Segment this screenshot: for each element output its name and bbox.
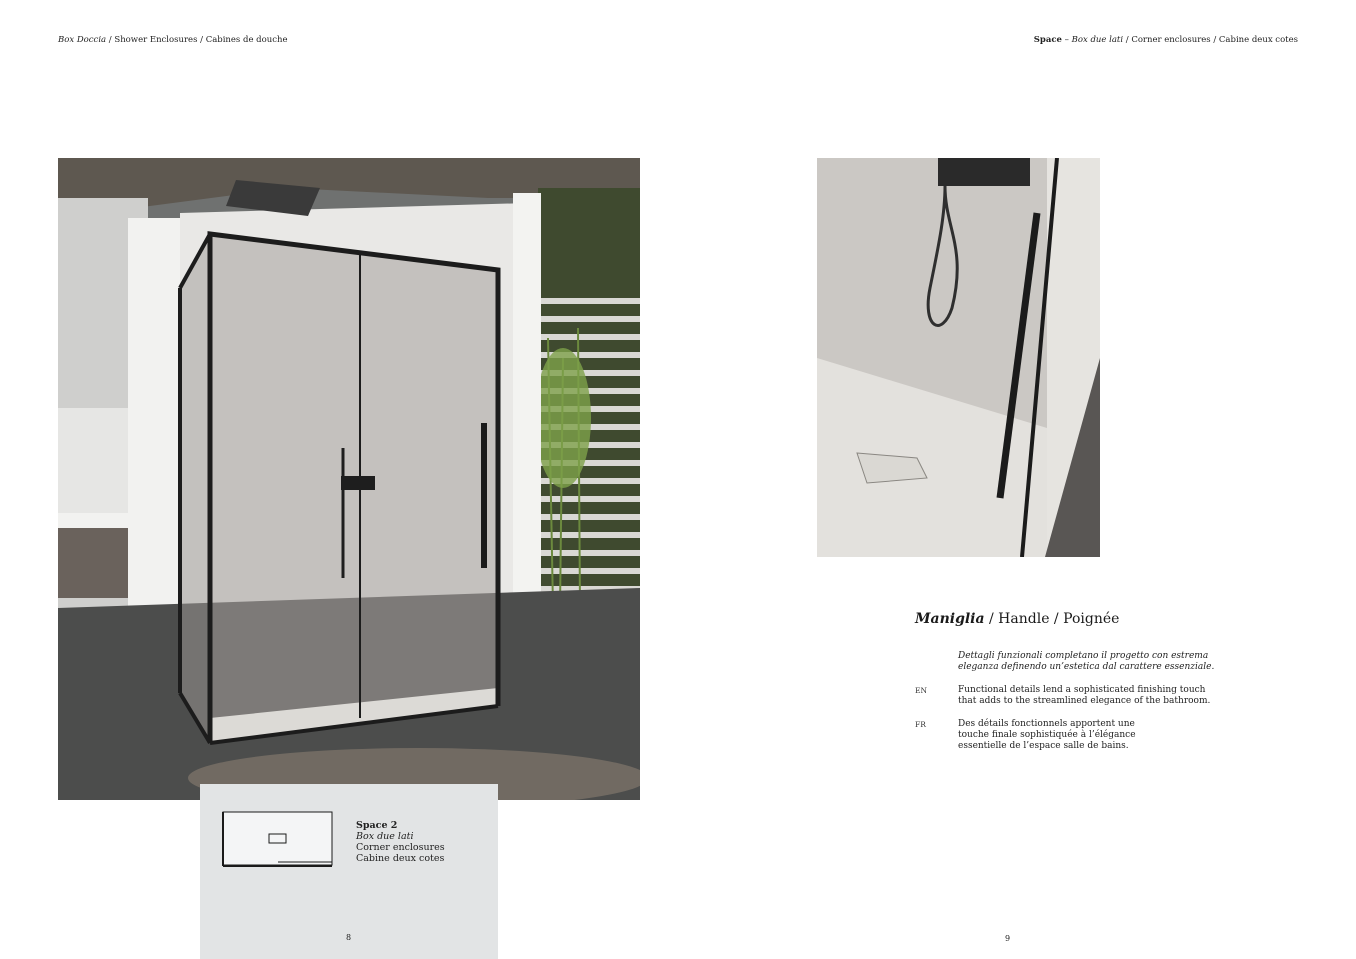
feature-title-it: Maniglia: [915, 611, 985, 627]
feature-title-rest: / Handle / Poignée: [984, 611, 1120, 627]
product-subtitle-fr: Cabine deux cotes: [356, 853, 445, 864]
feature-text-fr: [958, 719, 1136, 753]
product-info-text: [356, 820, 445, 864]
product-subtitle-it: Box due lati: [356, 831, 414, 842]
header-right-type: / Corner enclosures / Cabine deux cotes: [1123, 35, 1298, 45]
page-number-right: 9: [1005, 934, 1011, 943]
product-subtitle-en: Corner enclosures: [356, 842, 445, 853]
feature-text-fr-line: touche finale sophistiquée à l’élégance: [958, 730, 1136, 741]
header-left-categories: / Shower Enclosures / Cabines de douche: [106, 35, 288, 45]
lang-label-fr: FR: [915, 720, 926, 729]
feature-text-it-line: Dettagli funzionali completano il progetto con estrema: [958, 651, 1209, 661]
shower-enclosure-photo: [58, 158, 640, 800]
header-left-brand: Box Doccia: [58, 35, 107, 45]
header-left: [58, 35, 287, 45]
header-right-type-it: Box due lati: [1071, 35, 1124, 45]
header-right-sep: –: [1061, 35, 1072, 45]
feature-title: [915, 611, 1119, 627]
feature-text-fr-line: essentielle de l’espace salle de bains.: [958, 741, 1129, 752]
page-number-left: 8: [346, 933, 352, 942]
header-right-product: Space: [1033, 35, 1062, 45]
product-name: Space 2: [356, 820, 398, 831]
feature-text-it: [958, 651, 1214, 673]
corner-enclosure-plan-icon: [222, 811, 334, 869]
feature-text-en: [958, 685, 1210, 707]
handle-detail-photo: [817, 158, 1100, 557]
feature-text-en-line: Functional details lend a sophisticated finishing touch: [958, 685, 1206, 695]
lang-label-en: EN: [915, 686, 928, 695]
feature-text-en-line: that adds to the streamlined elegance of the bathroom.: [958, 696, 1211, 707]
header-right: [1034, 35, 1298, 45]
feature-text-it-line: eleganza definendo un’estetica dal carattere essenziale.: [958, 662, 1215, 673]
feature-text-fr-line: Des détails fonctionnels apportent une: [958, 719, 1135, 729]
